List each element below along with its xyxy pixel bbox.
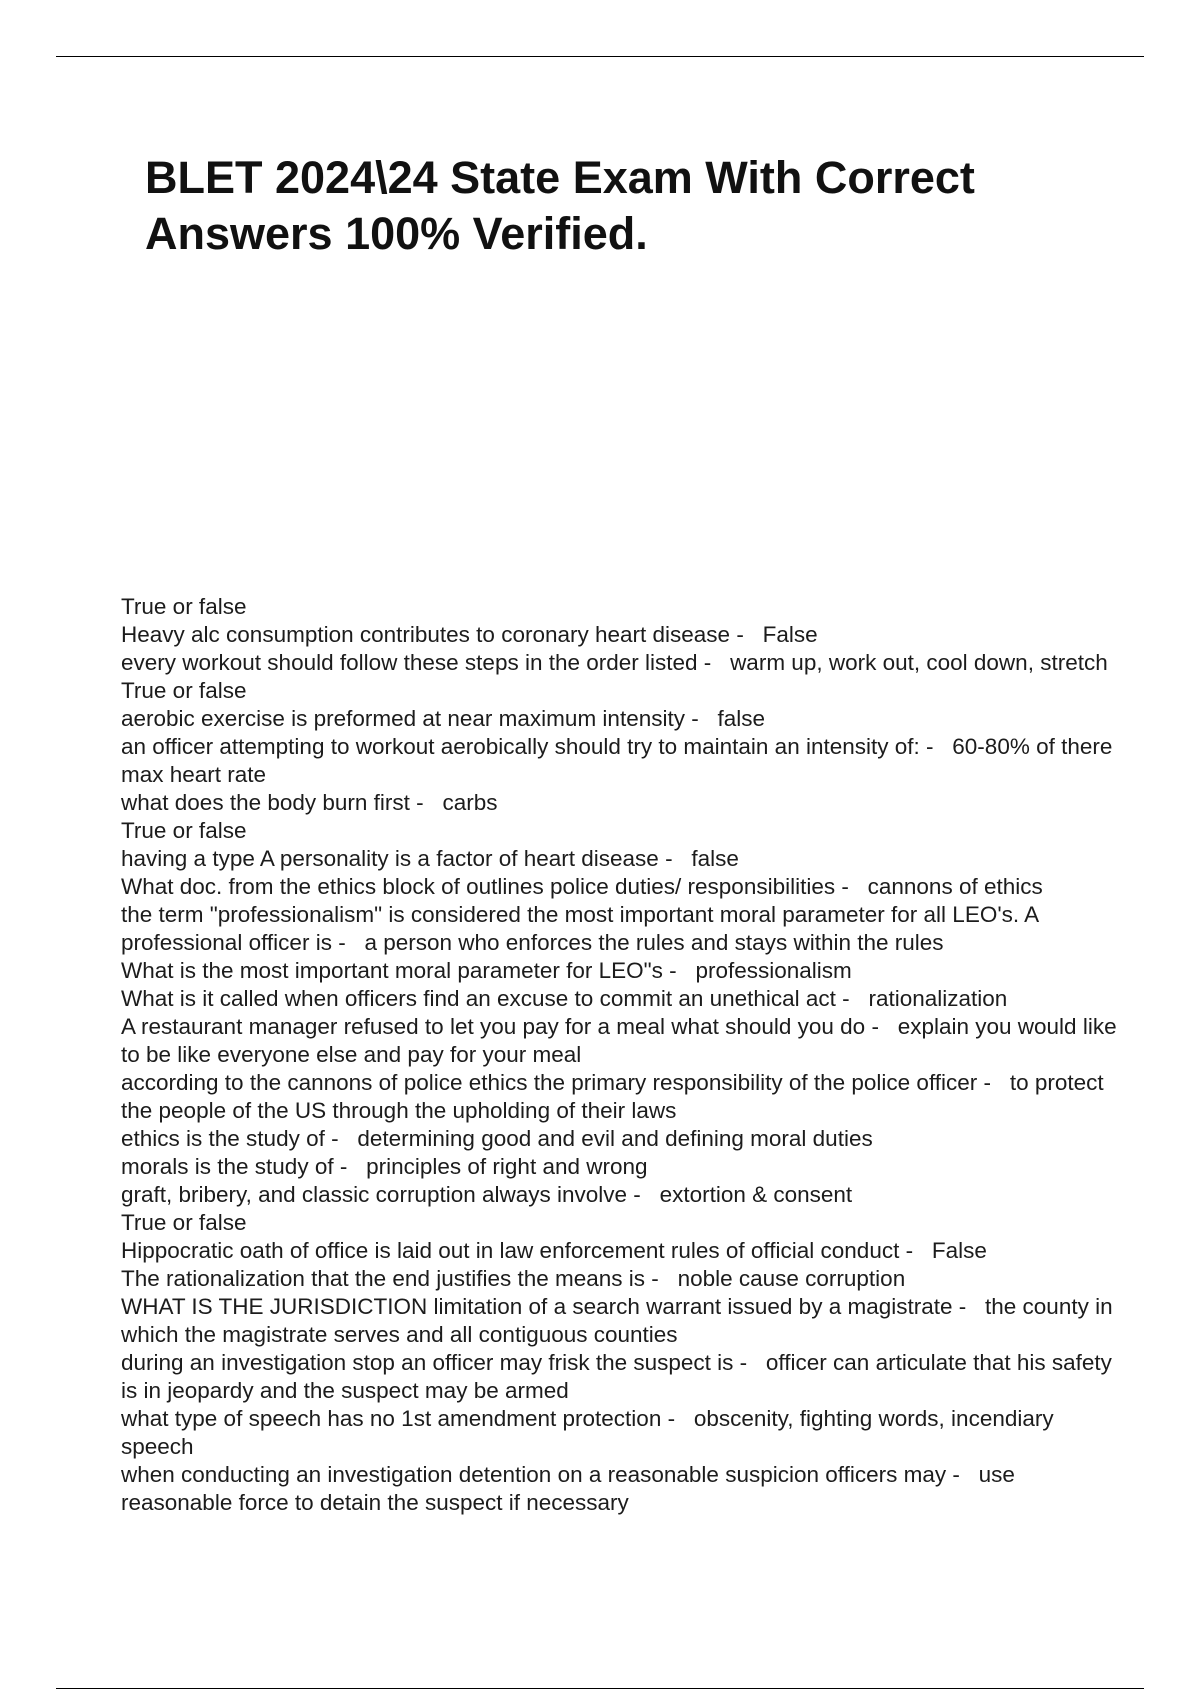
question-text: What doc. from the ethics block of outlines police duties/ responsibilities - [121,874,849,899]
answer-text: carbs [442,790,498,815]
question-text: an officer attempting to workout aerobically should try to maintain an intensity of: - [121,734,934,759]
answer-separator [659,1266,678,1291]
question-text: True or false [121,1210,247,1235]
answer-separator [960,1462,979,1487]
qa-line [121,1405,1131,1461]
qa-line [121,1013,1131,1069]
question-text: graft, bribery, and classic corruption always involve - [121,1182,641,1207]
document-title: BLET 2024\24 State Exam With Correct Answers 100% Verified. [145,152,975,259]
question-text: Hippocratic oath of office is laid out in law enforcement rules of official conduct - [121,1238,914,1263]
qa-line [121,1125,1131,1153]
answer-separator [879,1014,898,1039]
bottom-rule [56,1688,1144,1689]
qa-line [121,1153,1131,1181]
question-text: The rationalization that the end justifies the means is - [121,1266,659,1291]
answer-text: rationalization [868,986,1008,1011]
qa-line [121,1293,1131,1349]
answer-separator [849,874,868,899]
answer-separator [424,790,443,815]
qa-line [121,789,1131,817]
answer-separator [673,846,692,871]
qa-line [121,873,1131,901]
qa-line [121,649,1131,677]
qa-line [121,985,1131,1013]
qa-line [121,901,1131,957]
answer-text: warm up, work out, cool down, stretch [730,650,1108,675]
question-text: during an investigation stop an officer may frisk the suspect is - [121,1350,748,1375]
question-text: ethics is the study of - [121,1126,339,1151]
qa-line [121,817,1131,845]
qa-line [121,621,1131,649]
question-text: True or false [121,594,247,619]
question-text: What is the most important moral parameter for LEO"s - [121,958,677,983]
qa-line [121,677,1131,705]
answer-text: the county in which the magistrate serves and all contiguous counties [121,1294,1113,1347]
qa-line [121,1265,1131,1293]
answer-text: False [931,1238,987,1263]
answer-text: extortion & consent [659,1182,853,1207]
answer-text: officer can articulate that his safety is in jeopardy and the suspect may be armed [121,1350,1112,1403]
answer-text: 60-80% of there max heart rate [121,734,1113,787]
answer-separator [991,1070,1010,1095]
answer-text: false [717,706,766,731]
answer-text: use reasonable force to detain the suspect if necessary [121,1462,1015,1515]
qa-line [121,1181,1131,1209]
answer-separator [677,958,696,983]
question-text: True or false [121,818,247,843]
question-text: when conducting an investigation detention on a reasonable suspicion officers may - [121,1462,960,1487]
qa-list [121,593,1131,1517]
answer-separator [913,1238,932,1263]
qa-line [121,957,1131,985]
question-text: What is it called when officers find an excuse to commit an unethical act - [121,986,850,1011]
answer-separator [966,1294,985,1319]
qa-line [121,1461,1131,1517]
top-rule [56,56,1144,57]
answer-separator [346,930,365,955]
qa-line [121,845,1131,873]
answer-separator [744,622,763,647]
answer-text: noble cause corruption [677,1266,906,1291]
qa-line [121,1237,1131,1265]
answer-separator [339,1126,358,1151]
question-text: WHAT IS THE JURISDICTION limitation of a search warrant issued by a magistrate - [121,1294,967,1319]
question-text: True or false [121,678,247,703]
answer-separator [711,650,730,675]
question-text: every workout should follow these steps in the order listed - [121,650,712,675]
question-text: what does the body burn first - [121,790,424,815]
qa-line [121,593,1131,621]
question-text: having a type A personality is a factor of heart disease - [121,846,673,871]
question-text: the term "professionalism" is considered the most important moral parameter for all LEO's. A professional officer is - [121,902,1038,955]
answer-text: to protect the people of the US through the upholding of their laws [121,1070,1104,1123]
answer-separator [934,734,953,759]
question-text: according to the cannons of police ethics the primary responsibility of the police officer - [121,1070,992,1095]
answer-text: obscenity, fighting words, incendiary speech [121,1406,1054,1459]
qa-line [121,705,1131,733]
question-text: aerobic exercise is preformed at near maximum intensity - [121,706,699,731]
qa-line [121,1349,1131,1405]
question-text: morals is the study of - [121,1154,348,1179]
answer-text: a person who enforces the rules and stays within the rules [364,930,944,955]
qa-line [121,1069,1131,1125]
answer-text: explain you would like to be like everyone else and pay for your meal [121,1014,1117,1067]
answer-text: principles of right and wrong [366,1154,648,1179]
question-text: Heavy alc consumption contributes to coronary heart disease - [121,622,744,647]
answer-text: False [762,622,818,647]
answer-separator [699,706,718,731]
answer-separator [675,1406,694,1431]
qa-line [121,733,1131,789]
answer-text: cannons of ethics [867,874,1043,899]
question-text: A restaurant manager refused to let you pay for a meal what should you do - [121,1014,879,1039]
answer-separator [347,1154,366,1179]
answer-separator [641,1182,660,1207]
answer-text: professionalism [695,958,852,983]
answer-separator [850,986,869,1011]
answer-separator [747,1350,766,1375]
answer-text: false [691,846,739,871]
question-text: what type of speech has no 1st amendment protection - [121,1406,676,1431]
qa-line [121,1209,1131,1237]
answer-text: determining good and evil and defining moral duties [357,1126,873,1151]
